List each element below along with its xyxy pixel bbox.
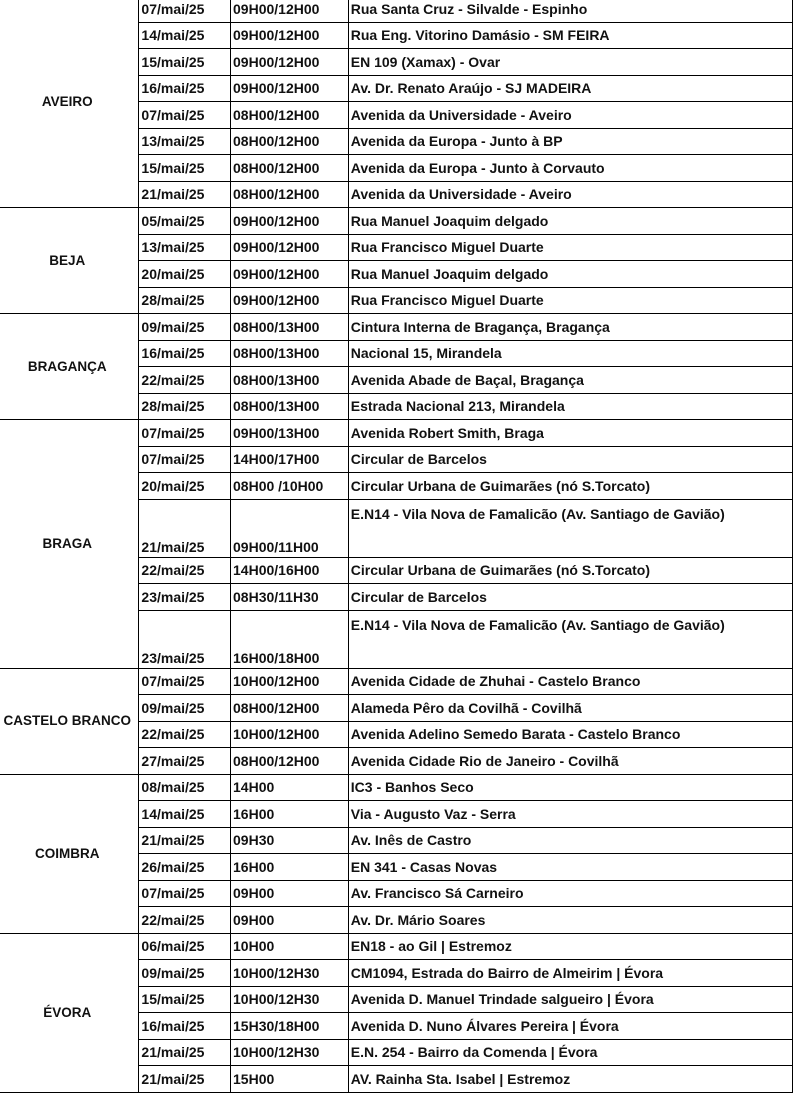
location-cell: CM1094, Estrada do Bairro de Almeirim | Évora: [348, 960, 792, 987]
time-cell: 10H00/12H00: [231, 721, 349, 748]
location-cell: E.N14 - Vila Nova de Famalicão (Av. Santiago de Gavião): [348, 499, 792, 557]
date-cell: 05/mai/25: [139, 208, 231, 235]
date-cell: 21/mai/25: [139, 1066, 231, 1093]
time-cell: 09H00/11H00: [231, 499, 349, 557]
location-cell: Cintura Interna de Bragança, Bragança: [348, 314, 792, 341]
location-cell: Rua Francisco Miguel Duarte: [348, 234, 792, 261]
time-cell: 09H00: [231, 907, 349, 934]
location-cell: Avenida Adelino Semedo Barata - Castelo Branco: [348, 721, 792, 748]
time-cell: 16H00: [231, 854, 349, 881]
time-cell: 08H00/12H00: [231, 181, 349, 208]
time-cell: 09H00/12H00: [231, 287, 349, 314]
date-cell: 20/mai/25: [139, 261, 231, 288]
location-cell: E.N14 - Vila Nova de Famalicão (Av. Santiago de Gavião): [348, 610, 792, 668]
time-cell: 09H00/12H00: [231, 208, 349, 235]
time-cell: 09H00/12H00: [231, 261, 349, 288]
date-cell: 21/mai/25: [139, 181, 231, 208]
time-cell: 10H00/12H30: [231, 960, 349, 987]
location-cell: Avenida Abade de Baçal, Bragança: [348, 367, 792, 394]
location-cell: Via - Augusto Vaz - Serra: [348, 801, 792, 828]
location-cell: Nacional 15, Mirandela: [348, 340, 792, 367]
location-cell: Circular de Barcelos: [348, 584, 792, 611]
location-cell: Avenida da Universidade - Aveiro: [348, 181, 792, 208]
location-cell: IC3 - Banhos Seco: [348, 774, 792, 801]
date-cell: 16/mai/25: [139, 75, 231, 102]
location-cell: Circular Urbana de Guimarães (nó S.Torcato): [348, 473, 792, 500]
location-cell: Avenida Cidade Rio de Janeiro - Covilhã: [348, 748, 792, 775]
time-cell: 10H00/12H30: [231, 986, 349, 1013]
time-cell: 08H00/13H00: [231, 367, 349, 394]
time-cell: 08H00/12H00: [231, 128, 349, 155]
location-cell: AV. Rainha Sta. Isabel | Estremoz: [348, 1066, 792, 1093]
date-cell: 16/mai/25: [139, 340, 231, 367]
time-cell: 14H00/16H00: [231, 557, 349, 584]
location-cell: EN18 - ao Gil | Estremoz: [348, 933, 792, 960]
date-cell: 07/mai/25: [139, 446, 231, 473]
date-cell: 21/mai/25: [139, 1039, 231, 1066]
location-cell: Avenida D. Manuel Trindade salgueiro | Évora: [348, 986, 792, 1013]
date-cell: 22/mai/25: [139, 721, 231, 748]
table-row: [0, 933, 793, 960]
date-cell: 22/mai/25: [139, 557, 231, 584]
date-cell: 07/mai/25: [139, 102, 231, 129]
location-cell: Avenida D. Nuno Álvares Pereira | Évora: [348, 1013, 792, 1040]
location-cell: Avenida da Europa - Junto à Corvauto: [348, 155, 792, 182]
date-cell: 21/mai/25: [139, 499, 231, 557]
location-cell: Alameda Pêro da Covilhã - Covilhã: [348, 695, 792, 722]
location-cell: Av. Inês de Castro: [348, 827, 792, 854]
time-cell: 09H00/12H00: [231, 75, 349, 102]
date-cell: 14/mai/25: [139, 801, 231, 828]
table-row: [0, 314, 793, 341]
date-cell: 15/mai/25: [139, 155, 231, 182]
date-cell: 13/mai/25: [139, 128, 231, 155]
time-cell: 08H00 /10H00: [231, 473, 349, 500]
time-cell: 09H00/12H00: [231, 234, 349, 261]
location-cell: Estrada Nacional 213, Mirandela: [348, 393, 792, 420]
location-cell: Rua Manuel Joaquim delgado: [348, 208, 792, 235]
table-row: [0, 774, 793, 801]
time-cell: 08H00/12H00: [231, 155, 349, 182]
district-cell: COIMBRA: [0, 774, 139, 933]
date-cell: 22/mai/25: [139, 367, 231, 394]
table-row: [0, 668, 793, 695]
date-cell: 15/mai/25: [139, 986, 231, 1013]
district-cell: BRAGANÇA: [0, 314, 139, 420]
date-cell: 27/mai/25: [139, 748, 231, 775]
time-cell: 10H00: [231, 933, 349, 960]
date-cell: 28/mai/25: [139, 287, 231, 314]
location-cell: Circular de Barcelos: [348, 446, 792, 473]
district-cell: BEJA: [0, 208, 139, 314]
date-cell: 14/mai/25: [139, 22, 231, 49]
time-cell: 14H00: [231, 774, 349, 801]
location-cell: Avenida Cidade de Zhuhai - Castelo Branco: [348, 668, 792, 695]
table-row: [0, 420, 793, 447]
time-cell: 08H30/11H30: [231, 584, 349, 611]
location-cell: E.N. 254 - Bairro da Comenda | Évora: [348, 1039, 792, 1066]
date-cell: 16/mai/25: [139, 1013, 231, 1040]
time-cell: 08H00/13H00: [231, 314, 349, 341]
date-cell: 09/mai/25: [139, 695, 231, 722]
time-cell: 08H00/13H00: [231, 340, 349, 367]
date-cell: 07/mai/25: [139, 420, 231, 447]
district-cell: BRAGA: [0, 420, 139, 669]
location-cell: Av. Dr. Mário Soares: [348, 907, 792, 934]
date-cell: 28/mai/25: [139, 393, 231, 420]
date-cell: 23/mai/25: [139, 610, 231, 668]
time-cell: 09H00/12H00: [231, 49, 349, 76]
time-cell: 08H00/13H00: [231, 393, 349, 420]
location-cell: Av. Dr. Renato Araújo - SJ MADEIRA: [348, 75, 792, 102]
time-cell: 10H00/12H00: [231, 668, 349, 695]
table-row: [0, 0, 793, 22]
time-cell: 08H00/12H00: [231, 102, 349, 129]
time-cell: 09H00/12H00: [231, 22, 349, 49]
location-cell: EN 109 (Xamax) - Ovar: [348, 49, 792, 76]
date-cell: 26/mai/25: [139, 854, 231, 881]
location-cell: Rua Manuel Joaquim delgado: [348, 261, 792, 288]
time-cell: 09H00/12H00: [231, 0, 349, 22]
time-cell: 08H00/12H00: [231, 748, 349, 775]
location-cell: Avenida da Europa - Junto à BP: [348, 128, 792, 155]
time-cell: 09H00: [231, 880, 349, 907]
date-cell: 06/mai/25: [139, 933, 231, 960]
location-cell: Avenida Robert Smith, Braga: [348, 420, 792, 447]
location-cell: Avenida da Universidade - Aveiro: [348, 102, 792, 129]
location-cell: EN 341 - Casas Novas: [348, 854, 792, 881]
time-cell: 10H00/12H30: [231, 1039, 349, 1066]
location-cell: Rua Eng. Vitorino Damásio - SM FEIRA: [348, 22, 792, 49]
date-cell: 15/mai/25: [139, 49, 231, 76]
date-cell: 08/mai/25: [139, 774, 231, 801]
time-cell: 15H30/18H00: [231, 1013, 349, 1040]
district-cell: ÉVORA: [0, 933, 139, 1092]
time-cell: 08H00/12H00: [231, 695, 349, 722]
date-cell: 07/mai/25: [139, 880, 231, 907]
table-row: [0, 208, 793, 235]
date-cell: 13/mai/25: [139, 234, 231, 261]
time-cell: 16H00/18H00: [231, 610, 349, 668]
date-cell: 20/mai/25: [139, 473, 231, 500]
location-cell: Rua Santa Cruz - Silvalde - Espinho: [348, 0, 792, 22]
location-cell: Rua Francisco Miguel Duarte: [348, 287, 792, 314]
time-cell: 15H00: [231, 1066, 349, 1093]
date-cell: 09/mai/25: [139, 314, 231, 341]
date-cell: 22/mai/25: [139, 907, 231, 934]
time-cell: 16H00: [231, 801, 349, 828]
district-cell: AVEIRO: [0, 0, 139, 208]
date-cell: 23/mai/25: [139, 584, 231, 611]
location-cell: Av. Francisco Sá Carneiro: [348, 880, 792, 907]
date-cell: 07/mai/25: [139, 668, 231, 695]
date-cell: 09/mai/25: [139, 960, 231, 987]
time-cell: 09H00/13H00: [231, 420, 349, 447]
district-cell: CASTELO BRANCO: [0, 668, 139, 774]
date-cell: 21/mai/25: [139, 827, 231, 854]
location-cell: Circular Urbana de Guimarães (nó S.Torcato): [348, 557, 792, 584]
time-cell: 14H00/17H00: [231, 446, 349, 473]
time-cell: 09H30: [231, 827, 349, 854]
date-cell: 07/mai/25: [139, 0, 231, 22]
